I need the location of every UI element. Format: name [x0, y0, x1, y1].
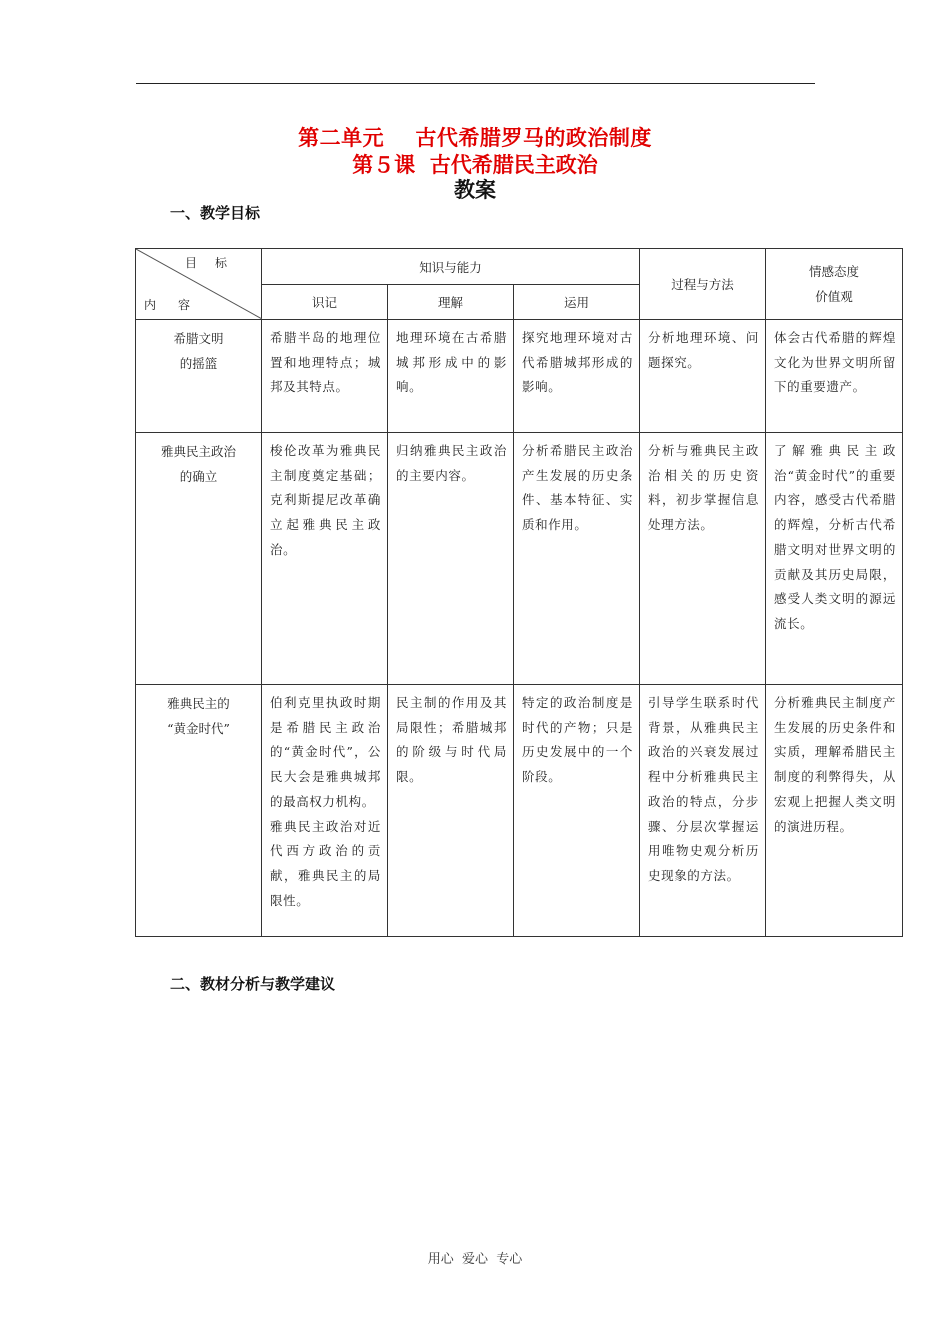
cell-emotion: 体会古代希腊的辉煌文化为世界文明所留下的重要遗产。 [766, 320, 903, 433]
table-row [136, 320, 903, 433]
header-process-method: 过程与方法 [640, 249, 766, 320]
cell-memory: 希腊半岛的地理位置和地理特点；城邦及其特点。 [262, 320, 388, 433]
cell-process: 分析与雅典民主政治相关的历史资料，初步掌握信息处理方法。 [640, 433, 766, 685]
row-label: 希腊文明 的摇篮 [136, 320, 262, 433]
cell-apply: 探究地理环境对古代希腊城邦形成的影响。 [514, 320, 640, 433]
cell-emotion: 分析雅典民主制度产生发展的历史条件和实质，理解希腊民主制度的利弊得失，从宏观上把握人类文明的演进历程。 [766, 685, 903, 937]
cell-process: 引导学生联系时代背景，从雅典民主政治的兴衰发展过程中分析雅典民主政治的特点，分步骤、分层次掌握运用唯物史观分析历史现象的方法。 [640, 685, 766, 937]
cell-memory: 梭伦改革为雅典民主制度奠定基础；克利斯提尼改革确立起雅典民主政治。 [262, 433, 388, 685]
table-row [136, 685, 903, 937]
cell-understand: 归纳雅典民主政治的主要内容。 [388, 433, 514, 685]
header-emotion-values: 情感态度 价值观 [766, 249, 903, 320]
table-corner-cell [136, 249, 262, 320]
header-understand: 理解 [388, 285, 514, 320]
cell-apply: 分析希腊民主政治产生发展的历史条件、基本特征、实质和作用。 [514, 433, 640, 685]
cell-memory: 伯利克里执政时期是希腊民主政治的“黄金时代”，公民大会是雅典城邦的最高权力机构。 雅典民主政治对近代西方政治的贡献，雅典民主的局限性。 [262, 685, 388, 937]
header-knowledge-ability: 知识与能力 [262, 249, 640, 285]
corner-label-content: 内容 [144, 298, 213, 312]
row-label: 雅典民主政治 的确立 [136, 433, 262, 685]
cell-emotion: 了解雅典民主政治“黄金时代”的重要内容，感受古代希腊的辉煌，分析古代希腊文明对世界文明的贡献及其历史局限，感受人类文明的源远流长。 [766, 433, 903, 685]
table-row [136, 433, 903, 685]
header-rule [136, 83, 815, 84]
page-footer: 用心 爱心 专心 [427, 1252, 523, 1267]
row-label: 雅典民主的 “黄金时代” [136, 685, 262, 937]
objectives-table [135, 248, 903, 937]
header-memory: 识记 [262, 285, 388, 320]
cell-process: 分析地理环境、问题探究。 [640, 320, 766, 433]
section-heading-objectives: 一、教学目标 [170, 204, 261, 222]
corner-label-objectives: 目标 [184, 256, 245, 270]
cell-apply: 特定的政治制度是时代的产物；只是历史发展中的一个阶段。 [514, 685, 640, 937]
cell-understand: 民主制的作用及其局限性；希腊城邦的阶级与时代局限。 [388, 685, 514, 937]
header-apply: 运用 [514, 285, 640, 320]
unit-title: 第二单元 古代希腊罗马的政治制度 [298, 125, 652, 150]
doc-type-title: 教案 [454, 177, 496, 202]
cell-understand: 地理环境在古希腊城邦形成中的影响。 [388, 320, 514, 433]
lesson-title: 第５课 古代希腊民主政治 [352, 152, 598, 177]
section-heading-analysis: 二、教材分析与教学建议 [170, 975, 336, 993]
